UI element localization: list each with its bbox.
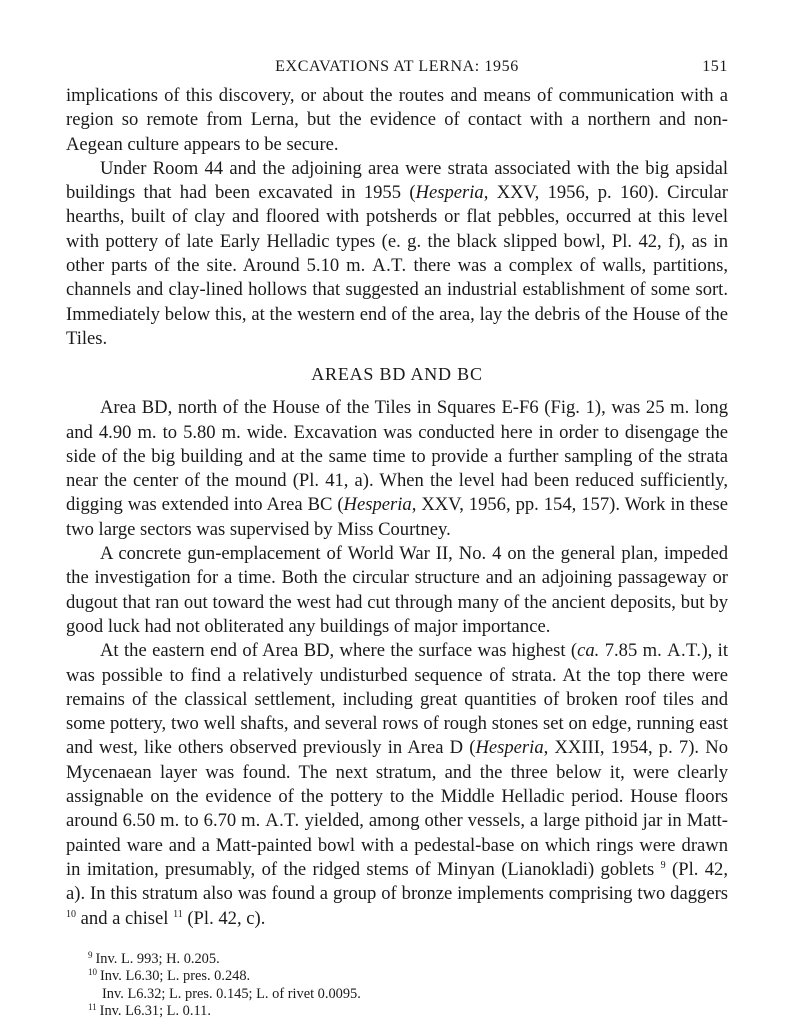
paragraph-5-text: and a chisel [76,907,169,929]
footnote-text: Inv. L. 993; H. 0.205. [95,950,220,967]
paragraph-2-text: Under Room 44 and the adjoining area were strata associated with the big apsidal buildings that had been excavated in 1955 ( [66,157,728,204]
paragraph-2 [66,157,728,351]
paragraph-5 [66,639,728,931]
paragraph-3 [66,396,728,542]
section-heading: AREAS BD AND BC [311,364,483,385]
citation-hesperia: Hesperia [415,182,484,204]
footnote-marker: 9 [88,949,93,960]
paragraph-5-text: (Pl. 42, a). In this stratum also was found a group of bronze implements comprising two daggers [66,858,729,905]
footnote-10-continued [88,986,728,1004]
footnote-ref-11[interactable]: 11 [173,908,183,920]
paragraph-2-text: , XXV, 1956, p. 160). Circular hearths, built of clay and floored with potsherds or flat pebbles, occurred at this level with pottery of late Early Helladic types (e. g. the black slipped bowl, Pl. 42, f), as in other parts of the site. Around 5.10 m. [66,182,729,277]
paragraph-2-text: there was a complex of walls, partitions, channels and clay-lined hollows that suggested an industrial establishment of some sort. Immediately below this, at the western end of the area, lay the debris of the House of the Tiles. [66,255,729,349]
paragraph-5-text: At the eastern end of Area BD, where the surface was highest ( [100,640,578,662]
running-header [66,58,728,84]
footnote-text: Inv. L6.32; L. pres. 0.145; L. of rivet 0.0095. [102,985,361,1002]
unit-abbrev: A.T. [265,810,300,832]
paragraph-3-text: , XXV, 1956, pp. 154, 157). Work in these two large sectors was supervised by Miss Courtney. [66,494,728,540]
footnote-9 [88,951,728,969]
footnote-marker: 10 [88,967,97,978]
paragraph-5-text: , XXIII, 1954, p. 7). No Mycenaean layer was found. The next stratum, and the three below it, were clearly assignable on the evidence of the pottery to the Middle Helladic period. House floors around 6.50 m. to 6.70 m. [66,737,728,832]
paragraph-4-text: A concrete gun-emplacement of World War II, No. 4 on the general plan, impeded the investigation for a time. Both the circular structure and an adjoining passageway or dugout that ran out toward the west had cut through many of the ancient deposits, but by good luck had not obliterated any buildings of major importance. [66,543,728,637]
paragraph-5-text: 7.85 m. [599,640,662,662]
paragraph-1-text: implications of this discovery, or about the routes and means of communication with a region so remote from Lerna, but the evidence of contact with a northern and non-Aegean culture appears to be secure. [66,85,728,155]
footnote-10 [88,968,728,986]
paragraph-5-text: ), it was possible to find a relatively undisturbed sequence of strata. At the top there were remains of the classical settlement, including great quantities of broken roof tiles and some pottery, two well shafts, and several rows of rough stones set on edge, running east and west, like others observed previously in Area D ( [66,640,728,759]
footnotes [66,951,728,1021]
paragraph-3-text: Area BD, north of the House of the Tiles in Squares E-F6 (Fig. 1), was 25 m. long and 4.90 m. to 5.80 m. wide. Excavation was conducted here in order to disengage the side of the big building and at the same time to provide a further sampling of the strata near the center of the mound (Pl. 41, a). When the level had been reduced sufficiently, digging was extended into Area BC ( [66,397,728,516]
page-number: 151 [702,58,728,75]
body-text [66,84,728,931]
paragraph-5-text: (Pl. 42, c). [182,907,266,929]
page [66,58,728,1021]
running-title: EXCAVATIONS AT LERNA: 1956 [275,58,519,75]
footnote-ref-9[interactable]: 9 [660,859,666,871]
paragraph-1 [66,84,728,157]
footnote-marker: 11 [88,1002,97,1013]
unit-abbrev: A.T. [667,640,702,662]
citation-hesperia: Hesperia [475,737,544,759]
footnote-text: Inv. L6.31; L. 0.11. [99,1003,211,1020]
footnote-11 [88,1003,728,1021]
paragraph-5-text: yielded, among other vessels, a large pithoid jar in Matt-painted ware and a Matt-painted bowl with a pedestal-base on which rings were drawn in imitation, presumably, of the ridged stems of Minyan (Lianokladi) goblets [66,810,728,880]
paragraph-4 [66,542,728,639]
footnote-ref-10[interactable]: 10 [66,908,76,920]
circa-abbrev: ca. [577,640,600,662]
unit-abbrev: A.T. [372,255,407,277]
citation-hesperia: Hesperia [343,494,412,516]
footnote-text: Inv. L6.30; L. pres. 0.248. [100,968,251,985]
